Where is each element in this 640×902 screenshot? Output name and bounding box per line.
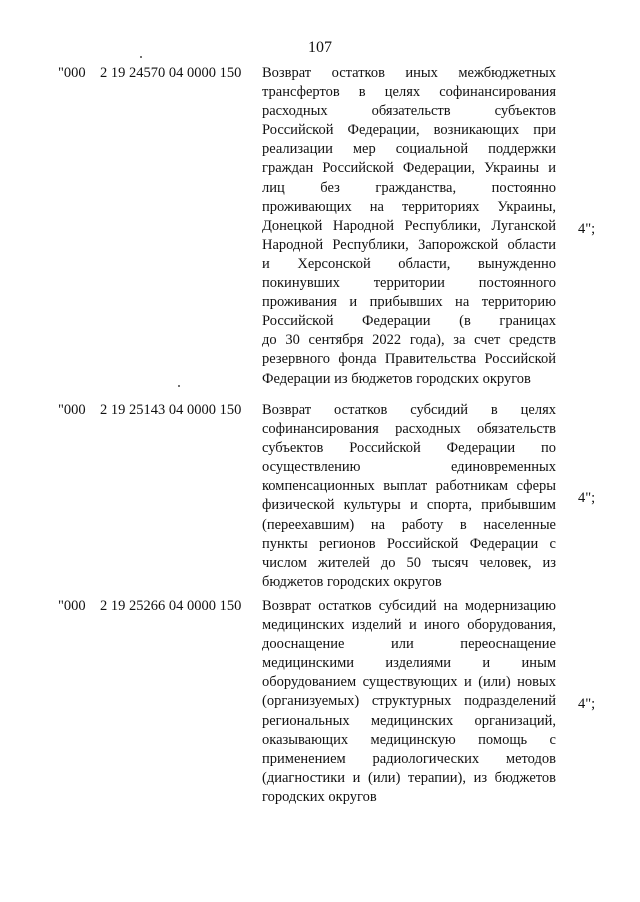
description-line: Донецкой Народной Республики, Луганской xyxy=(262,217,556,234)
description-line: и Херсонской области, вынужденно xyxy=(262,255,556,272)
description-line: Российской Федерации (в границах xyxy=(262,313,556,330)
description-line: оборудованием существующих и (или) новых xyxy=(262,674,556,691)
description-line: софинансирования расходных обязательств xyxy=(262,421,556,438)
page-number: 107 xyxy=(308,39,332,56)
description-line: граждан Российской Федерации, Украины и xyxy=(262,160,556,177)
row-description xyxy=(262,401,556,592)
row-norm: 4"; xyxy=(578,490,596,506)
row-norm: 4"; xyxy=(578,221,596,237)
description-line: Возврат остатков субсидий в целях xyxy=(262,402,556,418)
row-prefix: "000 xyxy=(58,402,86,418)
description-line: городских округов xyxy=(262,788,377,805)
scan-speck xyxy=(178,385,180,387)
description-line: применением радиологических методов xyxy=(262,750,556,767)
description-line: проживающих на территориях Украины, xyxy=(262,198,556,215)
description-line: числом жителей до 50 тысяч человек, из xyxy=(262,554,556,571)
description-line: пункты регионов Российской Федерации с xyxy=(262,535,556,552)
row-prefix: "000 xyxy=(58,598,86,614)
description-line: (организуемых) структурных подразделений xyxy=(262,693,556,710)
description-line: покинувших территории постоянного xyxy=(262,275,556,292)
description-line: Российской Федерации, возникающих при xyxy=(262,122,556,139)
description-line: осуществлению единовременных xyxy=(262,459,556,476)
description-line: до 30 сентября 2022 года), за счет средств xyxy=(262,332,556,349)
row-prefix: "000 xyxy=(58,65,86,81)
description-line: трансфертов в целях софинансирования xyxy=(262,84,556,101)
description-line: физической культуры и спорта, прибывшим xyxy=(262,497,556,514)
description-line: (переехавшим) на работу в населенные xyxy=(262,516,556,533)
description-line: Возврат остатков иных межбюджетных xyxy=(262,65,556,81)
description-line: медицинских изделий и иного оборудования, xyxy=(262,617,556,634)
description-line: Федерации из бюджетов городских округов xyxy=(262,370,531,387)
budget-classification-code: 2 19 25266 04 0000 150 xyxy=(100,598,242,614)
description-line: резервного фонда Правительства Российской xyxy=(262,351,556,368)
description-line: компенсационных выплат работникам сферы xyxy=(262,478,556,495)
description-line: медицинскими изделиями и иным xyxy=(262,655,556,672)
row-description xyxy=(262,597,556,807)
row-norm: 4"; xyxy=(578,696,596,712)
budget-classification-code: 2 19 25143 04 0000 150 xyxy=(100,402,242,418)
description-line: дооснащение или переоснащение xyxy=(262,636,556,653)
description-line: расходных обязательств субъектов xyxy=(262,103,556,120)
description-line: Народной Республики, Запорожской области xyxy=(262,236,556,253)
description-line: лиц без гражданства, постоянно xyxy=(262,179,556,196)
description-line: бюджетов городских округов xyxy=(262,573,442,590)
description-line: региональных медицинских организаций, xyxy=(262,712,556,729)
budget-classification-code: 2 19 24570 04 0000 150 xyxy=(100,65,242,81)
description-line: проживания и прибывших на территорию xyxy=(262,294,556,311)
row-description xyxy=(262,64,556,389)
description-line: оказывающих медицинскую помощь с xyxy=(262,731,556,748)
description-line: реализации мер социальной поддержки xyxy=(262,141,556,158)
scan-speck xyxy=(140,56,142,58)
description-line: (диагностики и (или) терапии), из бюджетов xyxy=(262,769,556,786)
description-line: субъектов Российской Федерации по xyxy=(262,440,556,457)
description-line: Возврат остатков субсидий на модернизацию xyxy=(262,598,556,614)
